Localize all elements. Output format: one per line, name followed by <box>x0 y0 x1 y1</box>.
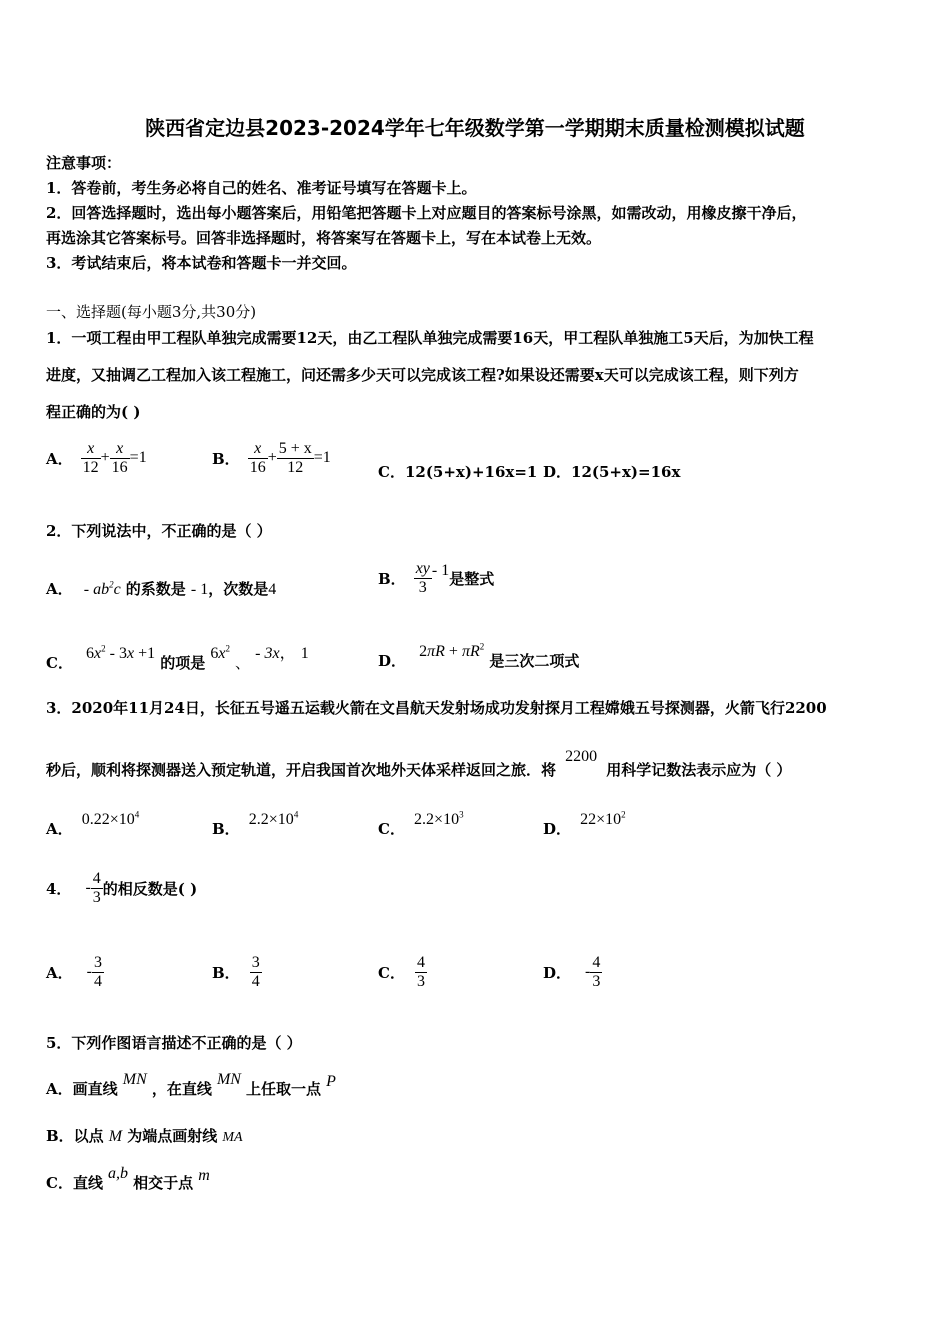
question-2-stem: 2．下列说法中，不正确的是（ ） <box>46 522 272 540</box>
q5-option-b: B．以点 M 为端点画射线 MA <box>46 1127 243 1145</box>
q1-option-b: B． $\frac{x}{16}$ + $\frac{5 + x}{12}$ =1 <box>212 439 331 476</box>
q2-option-a: A． - $ab^2c$ 的系数是 - 1，次数是4 <box>46 579 277 598</box>
q1-option-a: A． $\frac{x}{12}$ + $\frac{x}{16}$ =1 <box>46 439 147 476</box>
question-4-stem: 4． - $\frac{4}{3}$ 的相反数是( ) <box>46 869 198 906</box>
q1-option-c: C．12(5+x)+16x=1 <box>378 463 538 481</box>
q2-option-b: B． $\frac{xy}{3}$ - 1 是整式 <box>378 559 495 596</box>
notice-item: 2．回答选择题时，选出每小题答案后，用铅笔把答题卡上对应题目的答案标号涂黑，如需改动，用橡皮擦干净后， <box>46 204 807 222</box>
question-1-line: 程正确的为( ) <box>46 403 141 421</box>
q5-option-a: A．画直线 MN ，在直线 MN 上任取一点 P <box>46 1071 336 1098</box>
q5-option-c: C．直线 a,b 相交于点 m <box>46 1165 210 1192</box>
q2-option-d: D． $2\pi R + \pi R^2$ 是三次二项式 <box>378 641 580 670</box>
q3-option-c: C． $2.2\times 10^3$ <box>378 809 464 838</box>
q3-option-b: B． $2.2\times 10^4$ <box>212 809 299 838</box>
page-title: 陕西省定边县2023-2024学年七年级数学第一学期期末质量检测模拟试题 <box>145 116 805 140</box>
question-1-line: 1．一项工程由甲工程队单独完成需要12天，由乙工程队单独完成需要16天，甲工程队单独施工5天后，为加快工程 <box>46 329 814 347</box>
q3-option-d: D． $22\times 10^2$ <box>543 809 626 838</box>
question-1-line: 进度，又抽调乙工程加入该工程施工，问还需多少天可以完成该工程?如果设还需要x天可以完成该工程，则下列方 <box>46 366 799 384</box>
q3-option-a: A． $0.22\times 10^4$ <box>46 809 140 838</box>
q1-option-d: D．12(5+x)=16x <box>543 463 681 481</box>
notice-heading: 注意事项： <box>46 154 122 172</box>
q4-option-d: D． - $\frac{4}{3}$ <box>543 953 601 990</box>
q4-option-c: C． $\frac{4}{3}$ <box>378 953 425 990</box>
question-5-stem: 5．下列作图语言描述不正确的是（ ） <box>46 1034 302 1052</box>
q2-option-c: C． $6x^2 - 3x +1$ 的项是 $6x^2$ 、 - 3x， 1 <box>46 643 309 672</box>
question-3-line: 3．2020年11月24日，长征五号遥五运载火箭在文昌航天发射场成功发射探月工程嫦娥五号探测器，火箭飞行2200 <box>46 699 827 717</box>
section-heading: 一、选择题(每小题3分,共30分) <box>46 303 257 321</box>
notice-item: 1．答卷前，考生务必将自己的姓名、准考证号填写在答题卡上。 <box>46 179 477 197</box>
question-3-line: 秒后，顺利将探测器送入预定轨道，开启我国首次地外天体采样返回之旅．将 2200 用科学记数法表示应为（ ） <box>46 748 792 779</box>
q4-option-b: B． $\frac{3}{4}$ <box>212 953 260 990</box>
notice-item: 再选涂其它答案标号。回答非选择题时，将答案写在答题卡上，写在本试卷上无效。 <box>46 229 602 247</box>
q4-option-a: A． - $\frac{3}{4}$ <box>46 953 102 990</box>
notice-item: 3．考试结束后，将本试卷和答题卡一并交回。 <box>46 254 357 272</box>
